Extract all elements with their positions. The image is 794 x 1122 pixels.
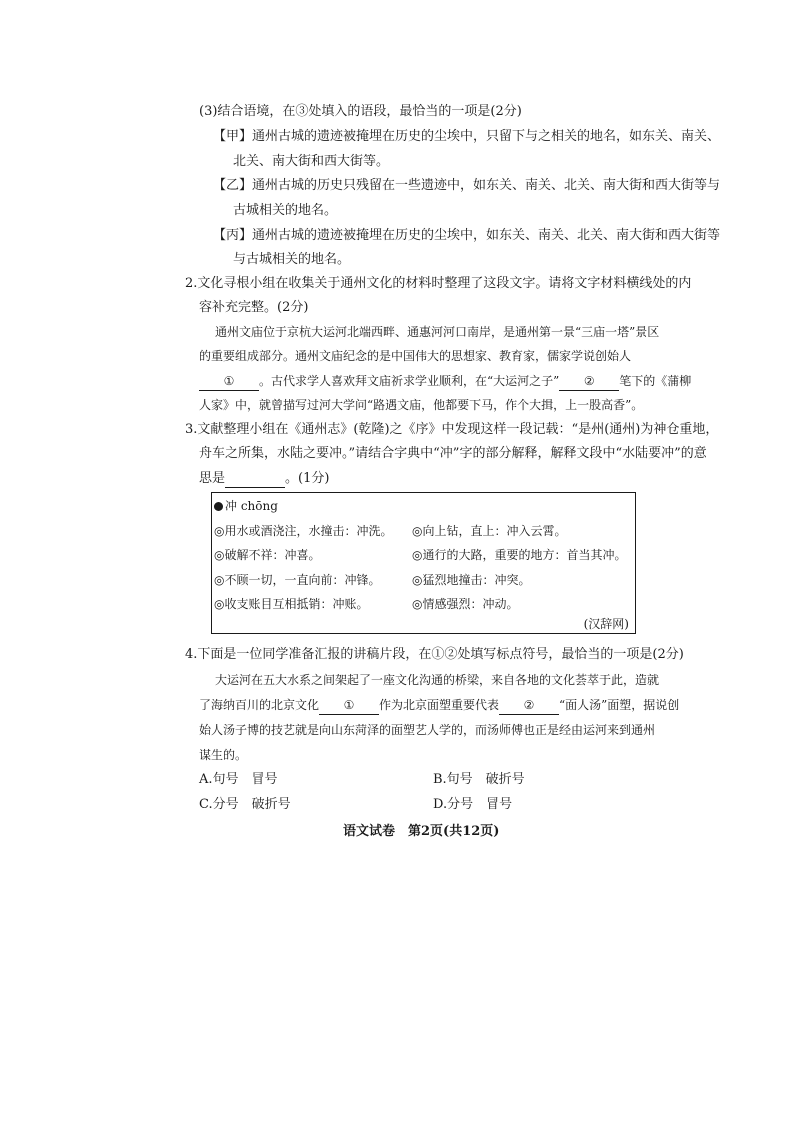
punct-blank-2[interactable]: ② <box>499 697 559 715</box>
option-jia-line1: 【甲】通州古城的遗迹被掩埋在历史的尘埃中，只留下与之相关的地名，如东关、南关、 <box>213 129 721 144</box>
q2-passage-line2: 的重要组成部分。通州文庙纪念的是中国伟大的思想家、教育家，儒家学说创始人 <box>199 349 632 363</box>
q2-passage-line1: 通州文庙位于京杭大运河北端西畔、通惠河河口南岸，是通州第一景“三庙一塔”景区 <box>215 325 660 339</box>
dict-entry-r3: ◎猛烈地撞击：冲突。 <box>412 573 531 587</box>
q3-stem-line3 <box>199 470 329 488</box>
option-b[interactable]: B.句号 破折号 <box>433 772 525 787</box>
q2-passage-line3-a: 。古代求学人喜欢拜文庙祈求学业顺利，在“大运河之子” <box>259 374 560 388</box>
answer-blank-1[interactable]: ① <box>199 373 259 391</box>
answer-blank-2[interactable]: ② <box>559 373 619 391</box>
q2-stem-line1: 2.文化寻根小组在收集关于通州文化的材料时整理了这段文字。请将文字材料横线处的内 <box>185 276 692 291</box>
q4-stem: 4.下面是一位同学准备汇报的讲稿片段，在①②处填写标点符号，最恰当的一项是(2分) <box>185 647 684 662</box>
q2-stem-line2: 容补充完整。(2分) <box>199 300 309 315</box>
q3-stem-line2: 舟车之所集，水陆之要冲。”请结合字典中“冲”字的部分解释，解释文段中“水陆要冲”的意 <box>199 446 707 461</box>
q2-passage-line3 <box>199 373 691 391</box>
dictionary-box <box>211 492 636 634</box>
q2-passage-line4: 人家》中，就曾描写过河大学问“路遇文庙，他都要下马，作个大揖，上一股高香”。 <box>199 398 644 412</box>
q4-passage-line2-b: 作为北京面塑重要代表 <box>379 698 500 712</box>
bullet-icon <box>214 502 223 511</box>
q4-passage-line1: 大运河在五大水系之间架起了一座文化沟通的桥梁，来自各地的文化荟萃于此，造就 <box>215 673 660 687</box>
dict-entry-r2: ◎通行的大路，重要的地方：首当其冲。 <box>412 548 627 562</box>
option-bing-line1: 【丙】通州古城的遗迹被掩埋在历史的尘埃中，如东关、南关、北关、南大街和西大街等 <box>213 228 721 243</box>
dict-source: (汉辞网) <box>583 617 629 631</box>
dict-entry-r1: ◎向上钻，直上：冲入云霄。 <box>412 524 567 538</box>
dict-headword <box>214 498 278 515</box>
q3-stem-line3-a: 思是 <box>199 471 226 486</box>
option-c[interactable]: C.分号 破折号 <box>199 797 291 812</box>
q3-stem-line1: 3.文献整理小组在《通州志》(乾隆)之《序》中发现这样一段记载：“是州(通州)为神仓重地， <box>185 422 719 437</box>
q4-passage-line2-c: “面人汤”面塑，据说创 <box>559 698 680 712</box>
q4-passage-line2 <box>199 697 679 715</box>
q4-passage-line4: 谋生的。 <box>199 748 248 762</box>
page-footer: 语文试卷 第2页(共12页) <box>343 824 500 839</box>
q2-passage-line3-b: 笔下的《蒲柳 <box>619 374 692 388</box>
dict-entry-l1: ◎用水或酒浇注，水撞击：冲洗。 <box>214 524 393 538</box>
dict-entry-l3: ◎不顾一切，一直向前：冲锋。 <box>214 573 381 587</box>
q4-passage-line2-a: 了海纳百川的北京文化 <box>199 698 320 712</box>
q1-3-stem: (3)结合语境，在③处填入的语段，最恰当的一项是(2分) <box>199 104 522 119</box>
option-yi-line1: 【乙】通州古城的历史只残留在一些遗迹中，如东关、南关、北关、南大街和西大街等与 <box>213 178 721 193</box>
option-jia-line2: 北关、南大街和西大街等。 <box>233 154 390 169</box>
option-d[interactable]: D.分号 冒号 <box>433 797 513 812</box>
dict-head-text: 冲 chōng <box>225 499 278 513</box>
dict-entry-r4: ◎情感强烈：冲动。 <box>412 597 519 611</box>
option-yi-line2: 古城相关的地名。 <box>233 203 338 218</box>
punct-blank-1[interactable]: ① <box>319 697 379 715</box>
option-bing-line2: 与古城相关的地名。 <box>233 252 351 267</box>
answer-blank-q3[interactable] <box>225 470 285 488</box>
dict-entry-l2: ◎破解不祥：冲喜。 <box>214 548 321 562</box>
option-a[interactable]: A.句号 冒号 <box>199 772 278 787</box>
dict-entry-l4: ◎收支账目互相抵销：冲账。 <box>214 597 369 611</box>
q3-stem-line3-b: 。(1分) <box>285 471 330 486</box>
q4-passage-line3: 始人汤子博的技艺就是向山东菏泽的面塑艺人学的，而汤师傅也正是经由运河来到通州 <box>199 723 656 737</box>
